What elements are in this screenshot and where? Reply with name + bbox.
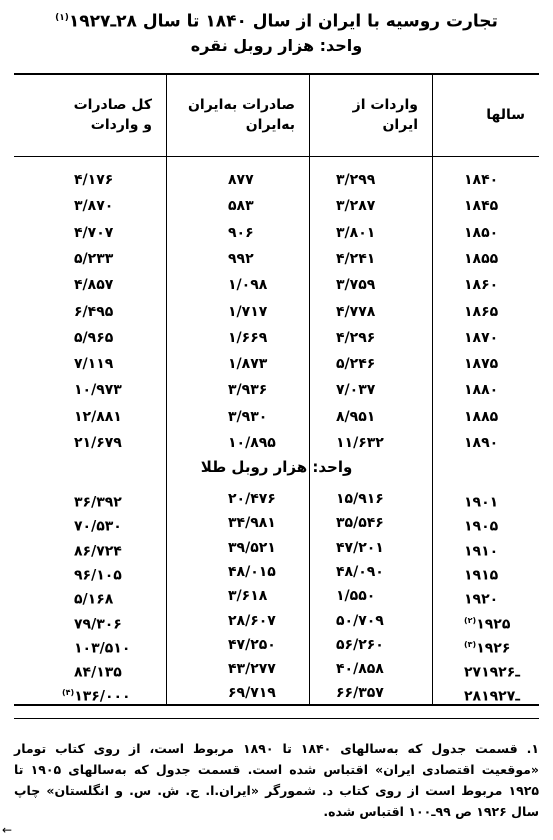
table-row <box>14 489 539 509</box>
table-row <box>14 538 539 558</box>
year-cell <box>464 611 510 631</box>
year-cell <box>464 354 498 374</box>
year-value: ۱۹۲۰ <box>464 591 499 608</box>
imports-cell: ۵/۲۴۶ <box>336 356 376 373</box>
total-cell <box>74 635 130 655</box>
imports-cell: ۵۶/۲۶۰ <box>336 636 384 653</box>
year-value: ۱۸۴۵ <box>464 198 499 215</box>
imports-cell: ۴۸/۰۹۰ <box>336 563 384 580</box>
total-value: ۹۶/۱۰۵ <box>74 567 122 584</box>
year-cell <box>464 249 498 269</box>
year-cell <box>464 635 510 655</box>
table-row <box>14 249 539 269</box>
table-row <box>14 513 539 533</box>
year-value: ۱۸۴۰ <box>464 172 499 188</box>
imports-cell: ۴/۷۷۸ <box>336 303 376 320</box>
header-imports <box>309 75 432 155</box>
exports-cell: ۴۸/۰۱۵ <box>228 563 276 580</box>
year-value: ۱۸۸۰ <box>464 382 499 399</box>
total-cell <box>74 170 113 190</box>
unit-silver-caption: واحد: هزار روبل نقره <box>190 36 363 55</box>
year-cell <box>464 433 498 453</box>
year-cell <box>464 170 498 190</box>
year-cell <box>464 380 498 400</box>
imports-cell: ۳۵/۵۴۶ <box>336 515 384 532</box>
table-row <box>14 354 539 374</box>
header-imports-line-1: واردات از <box>352 97 418 113</box>
table-row <box>14 407 539 427</box>
imports-cell: ۷/۰۳۷ <box>336 382 376 399</box>
total-value: ۸۶/۷۲۴ <box>74 543 122 560</box>
year-value: ۱۸۶۰ <box>464 277 499 294</box>
total-cell <box>62 683 131 706</box>
year-cell <box>464 513 498 533</box>
header-exports <box>166 75 309 155</box>
left-arrow-icon[interactable]: ← <box>2 823 13 837</box>
total-cell <box>74 196 113 216</box>
imports-cell: ۱۵/۹۱۶ <box>336 491 384 507</box>
table-row <box>14 659 539 679</box>
year-cell <box>464 562 498 582</box>
imports-cell: ۱۱/۶۳۲ <box>336 435 384 451</box>
exports-cell: ۹۰۶ <box>228 224 254 241</box>
year-value: ۱۸۵۵ <box>464 250 499 267</box>
exports-cell: ۱/۰۹۸ <box>228 277 268 294</box>
year-value: ۱۸۷۰ <box>464 329 499 346</box>
header-years <box>432 75 539 155</box>
total-value: ۳۶/۳۹۲ <box>74 494 122 511</box>
year-value: ۱۹۰۵ <box>464 518 499 535</box>
total-value: ۶/۴۹۵ <box>74 303 114 320</box>
table-row <box>14 683 539 706</box>
table-row <box>14 275 539 295</box>
total-cell <box>74 407 122 427</box>
total-value: ۱۲/۸۸۱ <box>74 408 122 425</box>
year-value: ۱۹۰۱ <box>464 494 499 511</box>
imports-cell: ۳/۸۰۱ <box>336 224 376 241</box>
imports-cell: ۴/۲۹۶ <box>336 329 376 346</box>
header-total <box>14 75 166 155</box>
table-row <box>14 196 539 216</box>
exports-cell: ۱/۸۷۳ <box>228 356 268 373</box>
header-exports-line-2: به‌ایران <box>245 117 295 133</box>
imports-cell: ۱/۵۵۰ <box>336 588 376 605</box>
total-value: ۵/۲۳۳ <box>74 250 114 267</box>
year-cell <box>464 538 498 558</box>
imports-cell: ۳/۲۹۹ <box>336 172 376 188</box>
total-cell <box>74 611 122 631</box>
year-cell <box>464 659 520 679</box>
total-cell <box>74 328 113 348</box>
table-row <box>14 433 539 453</box>
table-row <box>14 302 539 322</box>
exports-cell: ۳۹/۵۲۱ <box>228 539 276 556</box>
table-row <box>14 328 539 348</box>
exports-cell: ۱۰/۸۹۵ <box>228 435 276 451</box>
total-value: ۷/۱۱۹ <box>74 356 114 373</box>
footnote-divider <box>14 718 539 719</box>
exports-cell: ۲۰/۴۷۶ <box>228 491 276 507</box>
year-cell <box>464 683 521 706</box>
imports-cell: ۴/۲۴۱ <box>336 250 376 267</box>
year-footnote-mark: (۲) <box>464 615 477 625</box>
year-cell <box>464 223 498 243</box>
footnote-text: ۱. قسمت جدول که به‌سالهای ۱۸۴۰ تا ۱۸۹۰ مربوط است، از روی کتاب تومار «موقعیت اقتصادی ایران» اقتباس شده است. قسمت جدول که به‌سالهای ۱۹۰۵ تا ۱۹۲۵ مربوط است از روی کتاب د. شمورگر «ایران.ا. ج. ش. س. و انگلستان» چاپ سال ۱۹۲۶ ص ۹۹ـ۱۰۰ اقتباس شده. <box>14 741 540 819</box>
title-footnote-mark: (۱) <box>55 13 69 23</box>
exports-cell: ۶۹/۷۱۹ <box>228 685 276 702</box>
header-imports-line-2: ایران <box>382 117 418 133</box>
year-cell <box>464 407 498 427</box>
total-cell <box>74 433 122 453</box>
total-value: ۳/۸۷۰ <box>74 198 114 215</box>
total-cell <box>74 380 122 400</box>
header-years-label: سالها <box>486 107 525 123</box>
exports-cell: ۴۳/۲۷۷ <box>228 661 276 678</box>
imports-cell: ۵۰/۷۰۹ <box>336 612 384 629</box>
year-value: ۱۹۲۶ <box>476 640 511 657</box>
table-header <box>14 75 539 157</box>
total-value: ۵/۱۶۸ <box>74 591 114 608</box>
total-value: ۱۳۶/۰۰۰ <box>74 689 131 706</box>
table-row <box>14 635 539 655</box>
total-cell <box>74 586 113 606</box>
total-cell <box>74 354 113 374</box>
year-value: ۱۸۹۰ <box>464 435 499 451</box>
total-value: ۸۴/۱۳۵ <box>74 664 122 681</box>
total-value: ۷۹/۳۰۶ <box>74 616 122 633</box>
year-value: ۱۸۶۵ <box>464 303 499 320</box>
table-row <box>14 611 539 631</box>
year-value: ۲۸ـ۱۹۲۷ <box>464 689 521 706</box>
total-value: ۴/۸۵۷ <box>74 277 114 294</box>
year-value: ۱۸۵۰ <box>464 224 499 241</box>
table-row <box>14 586 539 606</box>
unit-gold-caption: واحد: هزار روبل طلا <box>200 458 353 476</box>
total-cell <box>74 659 122 679</box>
total-footnote-mark: (۴) <box>62 688 75 698</box>
exports-cell: ۳/۹۳۰ <box>228 408 268 425</box>
year-value: ۱۹۱۵ <box>464 567 499 584</box>
exports-cell: ۲۸/۶۰۷ <box>228 612 276 629</box>
table-row <box>14 170 539 190</box>
table-title <box>0 6 553 34</box>
exports-cell: ۳/۹۳۶ <box>228 382 268 399</box>
trade-table <box>14 73 539 706</box>
exports-cell: ۳۴/۹۸۱ <box>228 515 276 532</box>
exports-cell: ۴۷/۲۵۰ <box>228 636 276 653</box>
imports-cell: ۸/۹۵۱ <box>336 408 376 425</box>
table-row <box>14 223 539 243</box>
total-value: ۱۰/۹۷۳ <box>74 382 122 399</box>
year-cell <box>464 489 498 509</box>
year-cell <box>464 302 498 322</box>
total-value: ۴/۷۰۷ <box>74 224 114 241</box>
year-value: ۲۷ـ۱۹۲۶ <box>464 664 521 681</box>
year-cell <box>464 275 498 295</box>
total-cell <box>74 513 122 533</box>
exports-cell: ۸۷۷ <box>228 172 254 188</box>
imports-cell: ۶۶/۳۵۷ <box>336 685 384 702</box>
exports-cell: ۵۸۳ <box>228 198 254 215</box>
year-value: ۱۸۸۵ <box>464 408 499 425</box>
table-row <box>14 380 539 400</box>
title-text: تجارت روسیه با ایران از سال ۱۸۴۰ تا سال ۲۸ـ۱۹۲۷ <box>68 11 498 32</box>
total-value: ۲۱/۶۷۹ <box>74 435 122 451</box>
year-value: ۱۹۱۰ <box>464 543 499 560</box>
year-footnote-mark: (۳) <box>464 639 477 649</box>
year-cell <box>464 328 498 348</box>
year-cell <box>464 586 498 606</box>
exports-cell: ۱/۶۶۹ <box>228 329 268 346</box>
total-cell <box>74 562 122 582</box>
imports-cell: ۴۷/۲۰۱ <box>336 539 384 556</box>
total-value: ۷۰/۵۳۰ <box>74 518 122 535</box>
total-cell <box>74 302 113 322</box>
year-value: ۱۹۲۵ <box>476 616 511 633</box>
imports-cell: ۳/۲۸۷ <box>336 198 376 215</box>
exports-cell: ۱/۷۱۷ <box>228 303 268 320</box>
header-exports-line-1: صادرات به‌ایران <box>187 97 295 113</box>
imports-cell: ۳/۷۵۹ <box>336 277 376 294</box>
header-total-line-1: کل صادرات <box>73 97 152 113</box>
total-cell <box>74 223 113 243</box>
exports-cell: ۳/۶۱۸ <box>228 588 268 605</box>
total-cell <box>74 275 113 295</box>
total-value: ۱۰۳/۵۱۰ <box>74 640 131 657</box>
total-cell <box>74 489 122 509</box>
total-value: ۴/۱۷۶ <box>74 172 114 188</box>
year-value: ۱۸۷۵ <box>464 356 499 373</box>
imports-cell: ۴۰/۸۵۸ <box>336 661 384 678</box>
total-value: ۵/۹۶۵ <box>74 329 114 346</box>
header-total-line-2: و واردات <box>90 117 152 133</box>
exports-cell: ۹۹۲ <box>228 250 254 267</box>
year-cell <box>464 196 498 216</box>
total-cell <box>74 538 122 558</box>
total-cell <box>74 249 113 269</box>
table-row <box>14 562 539 582</box>
